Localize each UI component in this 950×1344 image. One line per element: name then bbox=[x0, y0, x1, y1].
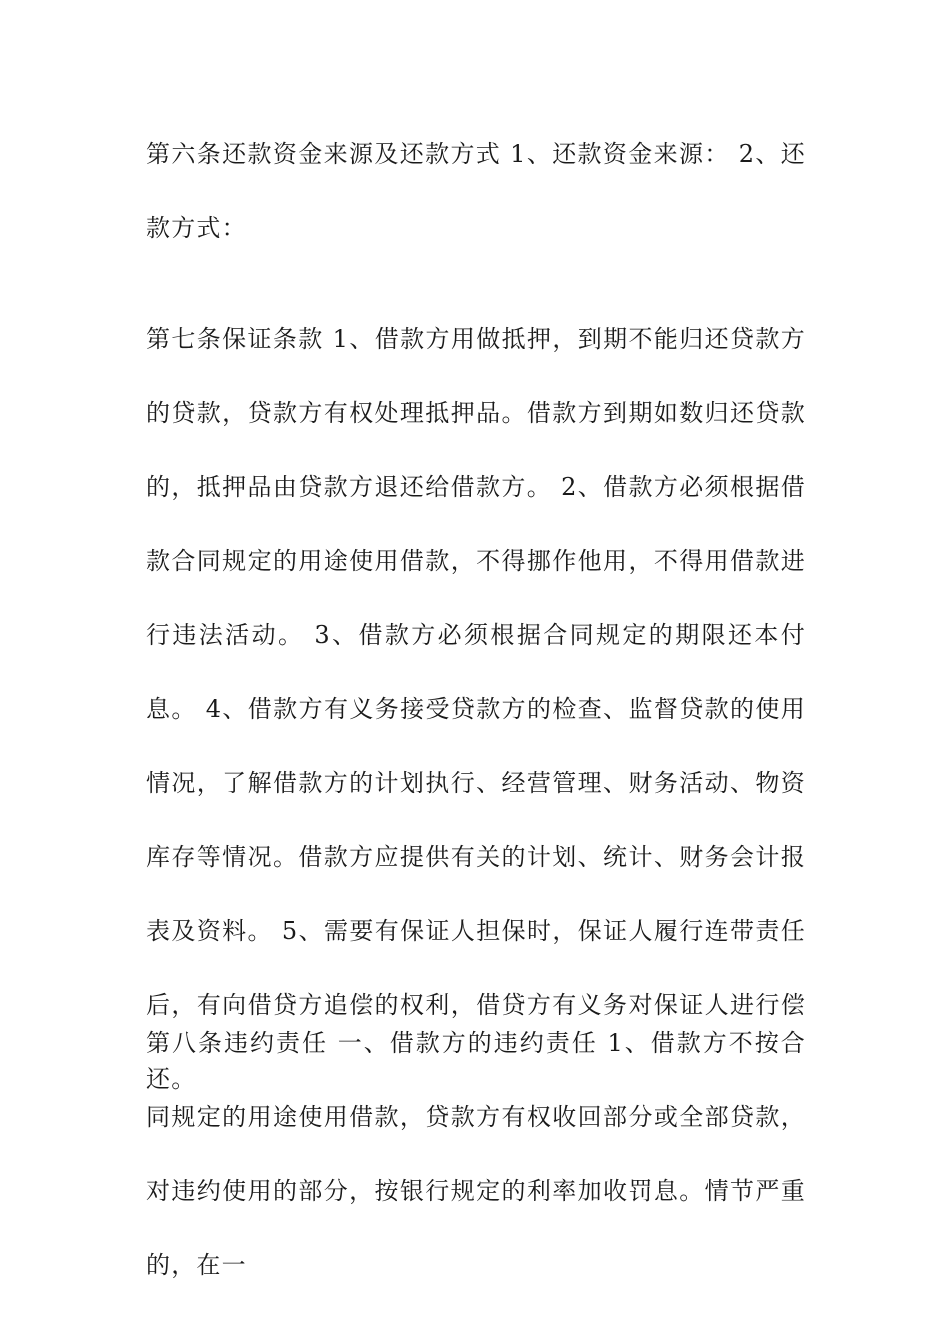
article-7-paragraph: 第七条保证条款 1、借款方用做抵押，到期不能归还贷款方的贷款，贷款方有权处理抵押品。借款方到期如数归还贷款的，抵押品由贷款方退还给借款方。 2、借款方必须根据借款合同规定的用途使用借款，不得挪作他用，不得用借款进行违法活动。 3、借款方必须根据合同规定的期限还本付息。 4、借款方有义务接受贷款方的检查、监督贷款的使用情况，了解借款方的计划执行、经营管理、财务活动、物资库存等情况。借款方应提供有关的计划、统计、财务会计报表及资料。 5、需要有保证人担保时，保证人履行连带责任后，有向借贷方追偿的权利，借贷方有义务对保证人进行偿还。 bbox=[146, 325, 806, 1093]
article-6-paragraph: 第六条还款资金来源及还款方式 1、还款资金来源： 2、还款方式： bbox=[146, 140, 806, 242]
article-8-paragraph: 第八条违约责任 一、借款方的违约责任 1、借款方不按合同规定的用途使用借款，贷款方有权收回部分或全部贷款，对违约使用的部分，按银行规定的利率加收罚息。情节严重的，在一 bbox=[146, 1029, 806, 1279]
